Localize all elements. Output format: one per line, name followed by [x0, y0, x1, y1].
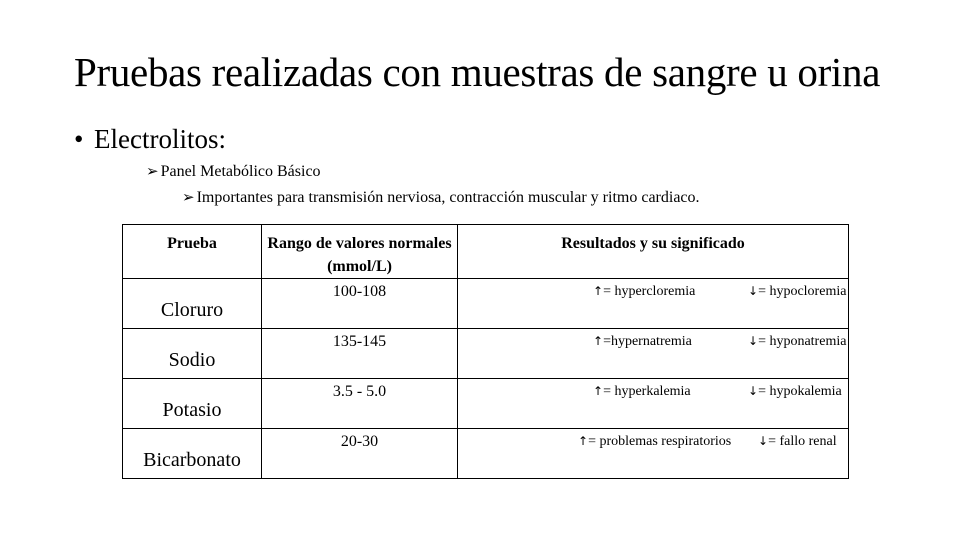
arrow-up-icon: ↑: [593, 384, 604, 398]
arrow-down-icon: ↓: [748, 334, 759, 348]
arrow-up-icon: ↑: [593, 334, 604, 348]
test-result: [458, 279, 849, 329]
header-prueba: Prueba: [123, 225, 262, 279]
electrolytes-table: [122, 224, 849, 479]
arrow-bullet-icon: ➢: [146, 162, 159, 180]
result-high: ↑= hyperkalemia: [593, 384, 691, 399]
test-range: 135-145: [262, 329, 458, 379]
test-name: Bicarbonato: [123, 429, 262, 479]
test-result: [458, 429, 849, 479]
test-range: 3.5 - 5.0: [262, 379, 458, 429]
bullet-importantes-text: Importantes para transmisión nerviosa, contracción muscular y ritmo cardiaco.: [196, 189, 700, 206]
test-name: Potasio: [123, 379, 262, 429]
header-rango: Rango de valores normales (mmol/L): [262, 225, 458, 279]
result-high: ↑= hypercloremia: [593, 284, 696, 299]
test-name: Cloruro: [123, 279, 262, 329]
test-result: [458, 329, 849, 379]
test-result: [458, 379, 849, 429]
bullet-importantes: [182, 186, 700, 209]
table-row: [123, 329, 849, 379]
header-resultados: Resultados y su significado: [458, 225, 849, 279]
bullet-electrolitos: [74, 122, 226, 156]
table-row: [123, 279, 849, 329]
test-name: Sodio: [123, 329, 262, 379]
bullet-electrolitos-text: Electrolitos:: [94, 124, 226, 154]
bullet-panel-metabolico: [146, 160, 321, 183]
result-high: ↑=hypernatremia: [593, 334, 692, 349]
result-low: ↓= hypocloremia: [748, 284, 847, 299]
table-header-row: [123, 225, 849, 279]
arrow-down-icon: ↓: [748, 284, 759, 298]
result-low: ↓= hypokalemia: [748, 384, 842, 399]
test-range: 100-108: [262, 279, 458, 329]
table-row: [123, 379, 849, 429]
table-row: [123, 429, 849, 479]
slide-title: Pruebas realizadas con muestras de sangre u orina: [74, 49, 881, 95]
result-low: ↓= hyponatremia: [748, 334, 847, 349]
test-range: 20-30: [262, 429, 458, 479]
arrow-down-icon: ↓: [748, 384, 759, 398]
arrow-up-icon: ↑: [593, 284, 604, 298]
bullet-dot-icon: •: [74, 124, 84, 154]
arrow-up-icon: ↑: [578, 434, 589, 448]
result-low: ↓= fallo renal: [758, 434, 837, 449]
arrow-bullet-icon: ➢: [182, 188, 195, 206]
arrow-down-icon: ↓: [758, 434, 769, 448]
bullet-panel-metabolico-text: Panel Metabólico Básico: [160, 163, 321, 180]
result-high: ↑= problemas respiratorios: [578, 434, 732, 449]
